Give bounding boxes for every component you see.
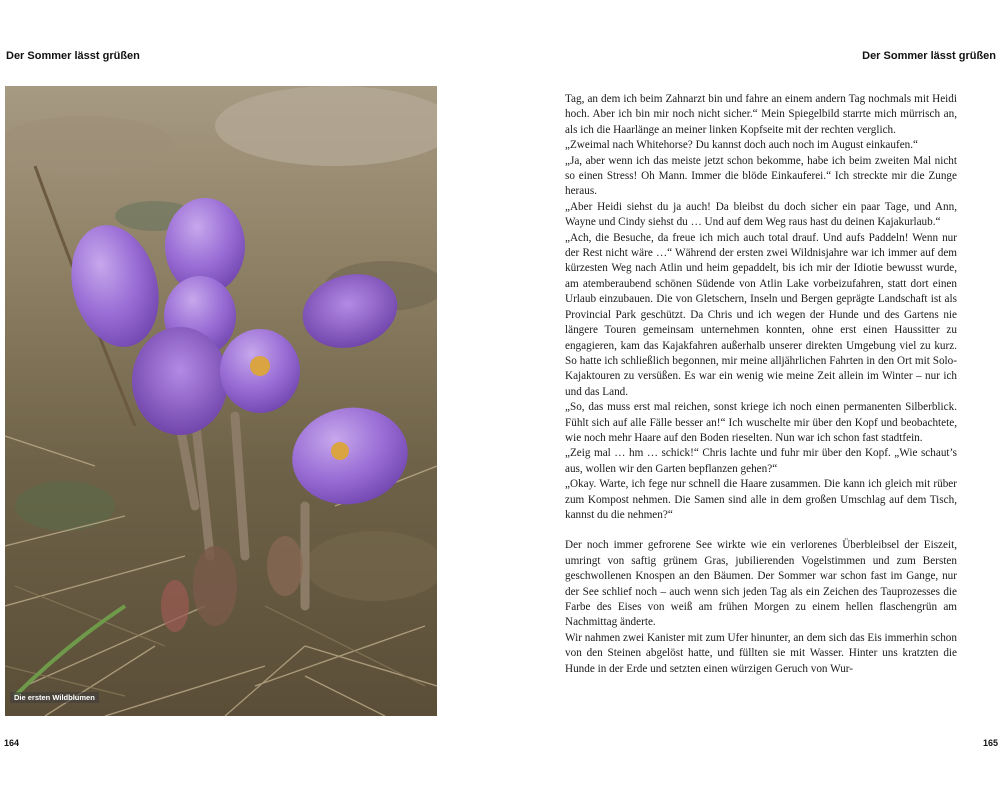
page-number-right: 165 bbox=[982, 738, 998, 748]
paragraph: „Ach, die Besuche, da freue ich mich auch total drauf. Und aufs Paddeln! Wenn nur der Rest nicht wäre …“ Während der ersten zwei Wildnisjahre war ich immer auf dem kürzesten Weg nach Atlin und heim gepaddelt, bis ich mir der Idiotie bewusst wurde, am atemberaubend schönen Südende von Atlin Lake vorbeizufahren, statt dort einen Urlaub einzubauen. Die von Gletschern, Inseln und Bergen geprägte Landschaft ist als Provincial Park geschützt. Da Chris und ich wegen der Hunde und des Gartens nie längere Touren gemeinsam unternehmen konnten, ohne erst einen Haussitter zu engagieren, kam das Kajakfahren außerhalb unserer direkten Umgebung viel zu kurz. So hatte ich schließlich begonnen, mir meine alljährlichen Fahrten in den Ort mit Solo-Kajaktouren zu versüßen. Es war ein wenig wie meine Zeit allein im Winter – nur ich und das Land. bbox=[565, 231, 957, 398]
paragraph: „Ja, aber wenn ich das meiste jetzt schon bekomme, habe ich beim zweiten Mal nicht so einen Stress! Oh Mann. Immer die blöde Einkauferei.“ Ich streckte mir die Zunge heraus. bbox=[565, 154, 957, 198]
paragraph: Der noch immer gefrorene See wirkte wie ein verlorenes Überbleibsel der Eiszeit, umringt von saftig grünem Gras, jubilierenden Vogelstimmen und zum Bersten geschwollenen Knospen an den Bäumen. Der Sommer war schon fast im Gange, nur der See schlief noch – auch wenn sich jeden Tag als ein Zeichen des Tauprozesses die Farbe des Eises von weiß am frühen Morgen zu einem hellen flaschengrün am Nachmittag änderte. bbox=[565, 539, 957, 629]
running-header-right: Der Sommer lässt grüßen bbox=[862, 50, 996, 62]
body-text-column bbox=[565, 92, 957, 677]
paragraph: „Aber Heidi siehst du ja auch! Da bleibst du doch sicher ein paar Tage, und Ann, Wayne und Cindy siehst du … Und auf dem Weg raus hast du deinen Kajakurlaub.“ bbox=[565, 200, 957, 229]
page-number-left: 164 bbox=[4, 738, 20, 748]
running-header-left: Der Sommer lässt grüßen bbox=[6, 50, 140, 62]
paragraph: Wir nahmen zwei Kanister mit zum Ufer hinunter, an dem sich das Eis immerhin schon von den Steinen abgelöst hatte, und füllten sie mit Wasser. Hinter uns kratzten die Hunde in der Erde und setzten einen würzigen Geruch von Wur- bbox=[565, 631, 957, 675]
photo-caption: Die ersten Wildblumen bbox=[10, 692, 99, 703]
pasque-flower-photo bbox=[5, 86, 437, 716]
paragraph: „Zeig mal … hm … schick!“ Chris lachte und fuhr mir über den Kopf. „Wie schaut’s aus, wollen wir den Garten bepflanzen gehen?“ bbox=[565, 447, 957, 475]
paragraph: „Okay. Warte, ich fege nur schnell die Haare zusammen. Die kann ich gleich mit rüber zum Kompost nehmen. Die Samen sind alle in dem großen Umschlag auf dem Tisch, kannst du die nehmen?“ bbox=[565, 478, 957, 521]
paragraph: „So, das muss erst mal reichen, sonst kriege ich noch einen permanenten Silberblick. Fühlt sich auf alle Fälle besser an!“ Ich wuschelte mir über den Kopf und beobachtete, wie noch mehr Haare auf den Boden rieselten. Nun war ich schon fast stadtfein. bbox=[565, 401, 957, 444]
paragraph: Tag, an dem ich beim Zahnarzt bin und fahre an einem andern Tag nochmals mit Heidi hoch. Aber ich bin mir noch nicht sicher.“ Mein Spiegelbild starrte mich mürrisch an, als ich die Haarlänge an meiner linken Kopfseite mit der rechten verglich. bbox=[565, 93, 957, 136]
paragraph: „Zweimal nach Whitehorse? Du kannst doch auch noch im August einkaufen.“ bbox=[565, 139, 919, 152]
